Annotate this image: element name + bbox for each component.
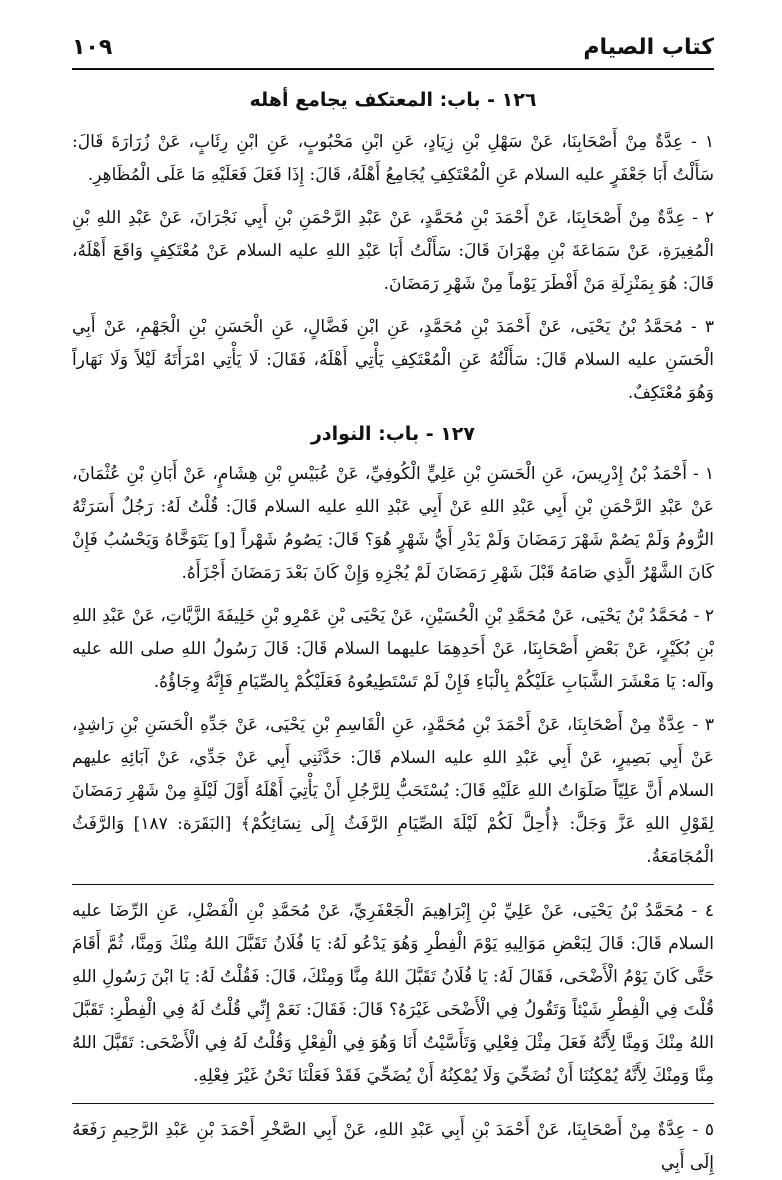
hadith-paragraph: ٤ - مُحَمَّدُ بْنُ يَحْيَى، عَنْ عَلِيِّ بْنِ إِبْرَاهِيمَ الْجَعْفَرِيِّ، عَنْ مُحَمَّدِ بْنِ الْفَضْلِ، عَنِ الرِّضَا عليه السلام قَالَ: قَالَ لِبَعْضِ مَوَالِيهِ يَوْمَ الْفِطْرِ وَهُوَ يَدْعُو لَهُ: يَا فُلَانُ تَقَبَّلَ اللهُ مِنْكَ وَمِنَّا، ثُمَّ أَقَامَ حَتَّى كَانَ يَوْمُ الْأَضْحَى، فَقَالَ لَهُ: يَا فُلَانُ تَقَبَّلَ اللهُ مِنَّا وَمِنْكَ، قَالَ: فَقُلْتُ لَهُ: يَا ابْنَ رَسُولِ اللهِ قُلْتَ فِي الْفِطْرِ شَيْئاً وَتَقُولُ فِي الْأَضْحَى غَيْرَهُ؟ قَالَ: فَقَالَ: نَعَمْ إِنِّي قُلْتُ لَهُ فِي الْفِطْرِ: تَقَبَّلَ اللهُ مِنْكَ وَمِنَّا لِأَنَّهُ فَعَلَ مِثْلَ فِعْلِي وَتَأَسَّيْتُ أَنَا وَهُوَ فِي الْفِعْلِ وَقُلْتُ لَهُ فِي الْأَضْحَى: تَقَبَّلَ اللهُ مِنَّا وَمِنْكَ لِأَنَّهُ يُمْكِنُنَا أَنْ نُضَحِّيَ وَلَا يُمْكِنُهُ أَنْ يُضَحِّيَ فَقَدْ فَعَلْنَا نَحْنُ غَيْرَ فِعْلِهِ. bbox=[72, 901, 714, 1086]
hadith-paragraph: ١ - أَحْمَدُ بْنُ إِدْرِيسَ، عَنِ الْحَسَنِ بْنِ عَلِيٍّ الْكُوفِيِّ، عَنْ عُبَيْسِ بْنِ هِشَامٍ، عَنْ أَبَانِ بْنِ عُثْمَانَ، عَنْ عَبْدِ الرَّحْمَنِ بْنِ أَبِي عَبْدِ اللهِ عَنْ أَبِي عَبْدِ اللهِ عليه السلام قَالَ: قُلْتُ لَهُ: رَجُلٌ أَسَرَتْهُ الرُّومُ وَلَمْ يَصُمْ شَهْرَ رَمَضَانَ وَلَمْ يَدْرِ أَيُّ شَهْرٍ هُوَ؟ قَالَ: يَصُومُ شَهْراً [و] يَتَوَخَّاهُ وَيَحْسُبُ فَإِنْ كَانَ الشَّهْرُ الَّذِي صَامَهُ قَبْلَ شَهْرِ رَمَضَانَ لَمْ يُجْزِهِ وَإِنْ كَانَ بَعْدَ رَمَضَانَ أَجْزَأَهُ. bbox=[72, 464, 714, 583]
hadith-paragraph: ٣ - مُحَمَّدُ بْنُ يَحْيَى، عَنْ أَحْمَدَ بْنِ مُحَمَّدٍ، عَنِ ابْنِ فَضَّالٍ، عَنِ الْحَسَنِ بْنِ الْجَهْمِ، عَنْ أَبِي الْحَسَنِ عليه السلام قَالَ: سَأَلْتُهُ عَنِ الْمُعْتَكِفِ يَأْتِي أَهْلَهُ، فَقَالَ: لَا يَأْتِي امْرَأَتَهُ لَيْلاً وَلَا نَهَاراً وَهُوَ مُعْتَكِفٌ. bbox=[72, 317, 714, 403]
separator-line bbox=[72, 1103, 714, 1104]
running-title: كتاب الصيام bbox=[583, 35, 714, 60]
page-number: ١٠٩ bbox=[72, 35, 113, 60]
section-126 bbox=[72, 88, 714, 410]
chapter-title: ١٢٦ - باب: المعتكف يجامع أهله bbox=[249, 89, 537, 111]
page-header bbox=[72, 30, 714, 70]
hadith-paragraph: ٥ - عِدَّةٌ مِنْ أَصْحَابِنَا، عَنْ أَحْمَدَ بْنِ أَبِي عَبْدِ اللهِ، عَنْ أَبِي الصَّخْرِ أَحْمَدَ بْنِ عَبْدِ الرَّحِيمِ رَفَعَهُ إِلَى أَبِي bbox=[72, 1120, 714, 1173]
section-127 bbox=[72, 422, 714, 1180]
hadith-paragraph: ١ - عِدَّةٌ مِنْ أَصْحَابِنَا، عَنْ سَهْلِ بْنِ زِيَادٍ، عَنِ ابْنِ مَحْبُوبٍ، عَنِ ابْنِ رِئَابٍ، عَنْ زُرَارَةَ قَالَ: سَأَلْتُ أَبَا جَعْفَرٍ عليه السلام عَنِ الْمُعْتَكِفِ يُجَامِعُ أَهْلَهُ، قَالَ: إِذَا فَعَلَ فَعَلَيْهِ مَا عَلَى الْمُظَاهِرِ. bbox=[72, 132, 714, 185]
hadith-paragraph: ٢ - مُحَمَّدُ بْنُ يَحْيَى، عَنْ مُحَمَّدِ بْنِ الْحُسَيْنِ، عَنْ يَحْيَى بْنِ عَمْرِو بْنِ خَلِيفَةَ الزَّيَّاتِ، عَنْ عَبْدِ اللهِ بْنِ بُكَيْرٍ، عَنْ بَعْضِ أَصْحَابِنَا، عَنْ أَحَدِهِمَا عليهما السلام قَالَ: قَالَ رَسُولُ اللهِ صلى الله عليه وآله: يَا مَعْشَرَ الشَّبَابِ عَلَيْكُمْ بِالْبَاءِ فَإِنْ لَمْ تَسْتَطِيعُوهُ فَعَلَيْكُمْ بِالصِّيَامِ فَإِنَّهُ وِجَاؤُهُ. bbox=[72, 606, 714, 692]
hadith-paragraph: ٢ - عِدَّةٌ مِنْ أَصْحَابِنَا، عَنْ أَحْمَدَ بْنِ مُحَمَّدٍ، عَنْ عَبْدِ الرَّحْمَنِ بْنِ أَبِي نَجْرَانَ، عَنْ عَبْدِ اللهِ بْنِ الْمُغِيرَةِ، عَنْ سَمَاعَةَ بْنِ مِهْرَانَ قَالَ: سَأَلْتُ أَبَا عَبْدِ اللهِ عليه السلام عَنْ مُعْتَكِفٍ وَاقَعَ أَهْلَهُ، قَالَ: هُوَ بِمَنْزِلَةِ مَنْ أَفْطَرَ يَوْماً مِنْ شَهْرِ رَمَضَانَ. bbox=[72, 208, 714, 294]
separator-line bbox=[72, 884, 714, 885]
hadith-paragraph: ٣ - عِدَّةٌ مِنْ أَصْحَابِنَا، عَنْ أَحْمَدَ بْنِ مُحَمَّدٍ، عَنِ الْقَاسِمِ بْنِ يَحْيَى، عَنْ جَدِّهِ الْحَسَنِ بْنِ رَاشِدٍ، عَنْ أَبِي بَصِيرٍ، عَنْ أَبِي عَبْدِ اللهِ عليه السلام قَالَ: حَدَّثَنِي أَبِي عَنْ جَدِّي، عَنْ آبَائِهِ عليهم السلام أَنَّ عَلِيّاً صَلَوَاتُ اللهِ عَلَيْهِ قَالَ: يُسْتَحَبُّ لِلرَّجُلِ أَنْ يَأْتِيَ أَهْلَهُ أَوَّلَ لَيْلَةٍ مِنْ شَهْرِ رَمَضَانَ لِقَوْلِ اللهِ عَزَّ وَجَلَّ: ﴿أُحِلَّ لَكُمْ لَيْلَةَ الصِّيَامِ الرَّفَثُ إِلَى نِسَائِكُمْ﴾ [البَقَرَة: ١٨٧] وَالرَّفَثُ الْمُجَامَعَةُ. bbox=[72, 715, 714, 867]
chapter-title: ١٢٧ - باب: النوادر bbox=[310, 423, 475, 445]
